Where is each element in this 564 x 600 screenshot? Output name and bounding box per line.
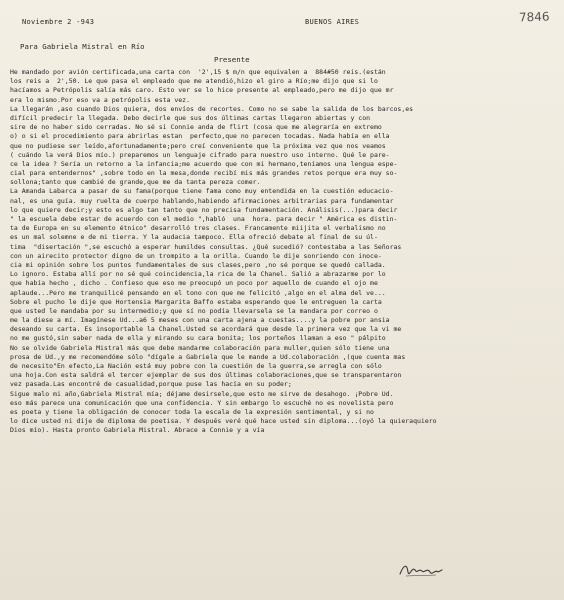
body-line: los reis a 2',50. Le que pasa el empleado que me atendió,hizo el giro a Río;me dijo que si lo — [10, 77, 378, 86]
letter-date: Noviembre 2 -943 — [22, 18, 95, 26]
body-line: nal, es una guía. muy ruelta de cuerpo hablando,habiendo afirmaciones arbitrarias para fundamentar — [10, 196, 394, 205]
body-line: me la diese a mí. Imagínese Ud...a6 5 meses con una carta ajena a cuestas....y la pobre por ansia — [10, 316, 390, 325]
letter-body — [10, 68, 555, 436]
body-line: ( cuándo la verá Dios mío.) preparemos un lenguaje cifrado para nuestro uso interno. Qué le pare- — [10, 150, 390, 159]
handwritten-signature — [398, 560, 444, 580]
body-line: ce la idea ? Sería un retorno a la infancia;me acuerdo que con mi hermano,teníamos una lengua espe- — [10, 159, 398, 168]
body-line: prosa de Ud.,y me recomendóme sólo "dígale a Gabriela que le mande a Ud.colaboración ,(que cuenta mas — [10, 352, 406, 361]
body-line: que había hecho , dicho . Confieso que eso me preocupó un poco por aquello de cuando el ojo me — [10, 279, 378, 288]
body-line: era lo mismo.Por eso va a petrópolis esta vez. — [10, 95, 191, 104]
body-line: Sobre el pucho le dije que Hortensia Margarita Baffo estaba esperando que le entreguen la carta — [10, 297, 382, 306]
body-line: que usted le mandaba por su intermedio;y que sí no podía llevarsela se la mandara por correo o — [10, 306, 378, 315]
body-line: No se olvide Gabriela Mistral más que debe mandarme colaboración para muller,quien sólo tiene una — [10, 343, 390, 352]
body-line: de necesito"En efecto,La Nación está muy pobre con la cuestión de la guerra,se arregla con sólo — [10, 362, 382, 370]
body-line: cia mi opinión sobre los puntos fundamentales de sus clases,pero ,no sé porque se quedó callada. — [10, 260, 386, 269]
body-line: lo dice usted ni dije de diploma de poetisa. Y después veré qué hace usted sin diploma...(oyó la quieraquiero — [10, 417, 437, 426]
body-line: o) o si el procedimiento para abrirlas estan perfecto,que no parecen tocadas. Nada había en ella — [10, 132, 390, 141]
body-line: hacíamos a Petrópolis salía más caro. Esto ver se lo hice presente al empleado,pero me dijo que mr — [10, 86, 394, 95]
body-line: no me gustó,sin saber nada de ella y mirando su cara bonita; los porteños llaman a eso " pálpito — [10, 334, 386, 343]
body-line: Lo ignoro. Estaba allí por no sé qué coincidencia,la rica de la Chanel. Salió a abrazarme por lo — [10, 270, 386, 279]
letter-place: BUENOS AIRES — [305, 18, 360, 26]
body-line: aplaude...Pero me tranquilicé pensando en el tono con que me felicitó ,algo en el alma del ve... — [10, 288, 386, 297]
body-line: deseando su carta. Es insoportable la Chanel.Usted se acordará que desde la primera vez que la vi me — [10, 325, 402, 334]
body-line: " la escuela debe estar de acuerdo con el medio ",habló una hora. para decir " América es distin- — [10, 215, 398, 223]
archive-number: 7846 — [519, 9, 551, 25]
body-line: lo que quiere decir;y esto es algo tan tanto que no precisa fundamentación. Análisis(...)para decir — [10, 205, 398, 214]
salutation: Presente — [214, 55, 250, 64]
body-line: difícil predecir la llegada. Debo decirle que sus dos últimas cartas llegaron abiertas y con — [10, 113, 371, 122]
body-line: es poeta y tiene la obligación de conocer toda la escala de la expresión sentimental, y si no — [10, 407, 374, 416]
body-line: Sigue malo mi año,Gabriela Mistral mía; déjame desirsele,que esto me sirve de desahogo. ¡Pobre Ud. — [10, 389, 394, 398]
body-line: es un mal solemne e de mi tierra. Y la audacia tampoco. Ella ofreció debate al final de su úl- — [10, 233, 378, 242]
body-line: eso más parece una comunicación que una confidencia. Y sin embargo lo escuché no es novelista pero — [10, 398, 394, 407]
body-line: La llegarán ,aso cuando Dios quiera, dos envíos de recortes. Como no se sabe la salida de los barcos,es — [10, 104, 414, 113]
body-line: vez pasada.Las encontré de casualidad,porque puse las hacía en su poder; — [10, 380, 292, 389]
body-line: sollona;tanto que cambié de grande,que me da tanta pereza comer. — [10, 178, 261, 187]
body-line: He mandado por avión certificada,una carta con '2',15 $ m/n que equivalen a 884#50 reis.(están — [10, 68, 386, 76]
body-line: ta de Europa en su elemento étnico" desarrolló tres clases. Francamente miijita el verbalismo no — [10, 224, 386, 233]
body-line: cial para entendernos" ,sobre todo en la mesa,donde recibí mis más grandes retos porque era muy so- — [10, 169, 398, 178]
body-line: tima "disertación ",se escuchó a esperar humildes consultas. ¿Qué sucedió? contestaba a las Señoras — [10, 242, 402, 251]
body-line: La Amanda Labarca a pasar de su fama(porque tiene fama como muy entendida en la cuestión educacio- — [10, 187, 394, 196]
body-line: que no pudiese ser leído,afortunadamente;pero creí conveniente que la próxima vez que nos veamos — [10, 141, 386, 150]
body-line: sire de no haber sido cerradas. No sé si Connie anda de flirt (cosa que me alegraría en extremo — [10, 123, 382, 132]
body-line: Dios mío). Hasta pronto Gabriela Mistral. Abrace a Connie y a vía — [10, 426, 265, 435]
addressee-line: Para Gabriela Mistral en Río — [20, 42, 145, 51]
body-line: con un airecito protector digno de un trompito a la orilla. Cuando le dije sonriendo con inoce- — [10, 251, 382, 260]
body-line: una hoja.Con esta saldrá el tercer ejemplar de sus dos últimas colaboraciones,que se transparentaron — [10, 371, 402, 380]
